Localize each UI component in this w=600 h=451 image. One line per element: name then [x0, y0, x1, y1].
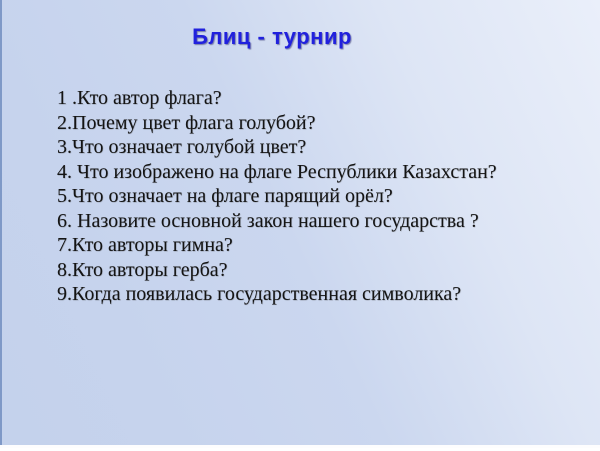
slide-title: Блиц - турнир	[192, 24, 352, 49]
question-line-6: 6. Назовите основной закон нашего государства ?	[57, 209, 479, 232]
question-list	[57, 86, 567, 307]
question-line-8: 8.Кто авторы герба?	[57, 258, 228, 281]
slide-bottom-edge	[0, 445, 600, 448]
question-line-2: 2.Почему цвет флага голубой?	[57, 111, 316, 134]
question-line-4: 4. Что изображено на флаге Республики Казахстан?	[57, 160, 497, 183]
question-line-7: 7.Кто авторы гимна?	[57, 234, 233, 256]
question-line-9: 9.Когда появилась государственная символика?	[57, 283, 462, 305]
question-line-3: 3.Что означает голубой цвет?	[57, 136, 307, 158]
question-line-1: 1 .Кто автор флага?	[57, 87, 222, 109]
question-line-5: 5.Что означает на флаге парящий орёл?	[57, 185, 393, 207]
